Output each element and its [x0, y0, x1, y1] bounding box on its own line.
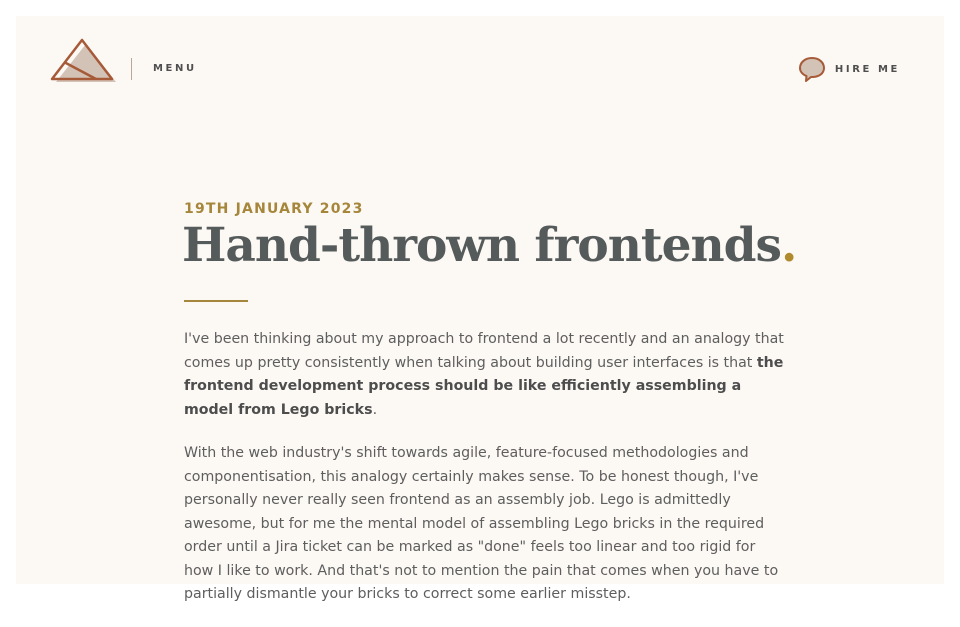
p1-end: .	[372, 401, 378, 418]
mountain-triangle-logo[interactable]	[50, 38, 120, 86]
title-text: Hand-thrown frontends	[182, 218, 781, 273]
hire-me-button[interactable]	[798, 56, 900, 82]
title-punctuation: .	[781, 218, 797, 273]
title-underline	[184, 300, 248, 302]
p1-bold-text: the frontend development process should be like efficiently assembling a model from Lego bricks	[184, 354, 784, 418]
page-title	[182, 218, 796, 273]
menu-button[interactable]: MENU	[153, 63, 197, 74]
hire-me-label: HIRE ME	[834, 63, 900, 75]
paragraph-1	[184, 328, 784, 422]
page-frame	[16, 16, 944, 602]
speech-bubble-icon	[798, 56, 826, 82]
article-body	[184, 328, 784, 627]
post-date: 19TH JANUARY 2023	[184, 201, 364, 217]
paragraph-2: With the web industry's shift towards agile, feature-focused methodologies and componentisation, this analogy certainly makes sense. To be honest though, I've personally never really seen frontend as an assembly job. Lego is admittedly awesome, but for me the mental model of assembling Lego bricks in the required order until a Jira ticket can be marked as "done" feels too linear and too rigid for how I like to work. And that's not to mention the pain that comes when you have to partially dismantle your bricks to correct some earlier misstep.	[184, 445, 779, 602]
header-divider	[131, 58, 132, 80]
p1-text: I've been thinking about my approach to frontend a lot recently and an analogy that comes up pretty consistently when talking about building user interfaces is that	[184, 331, 784, 371]
